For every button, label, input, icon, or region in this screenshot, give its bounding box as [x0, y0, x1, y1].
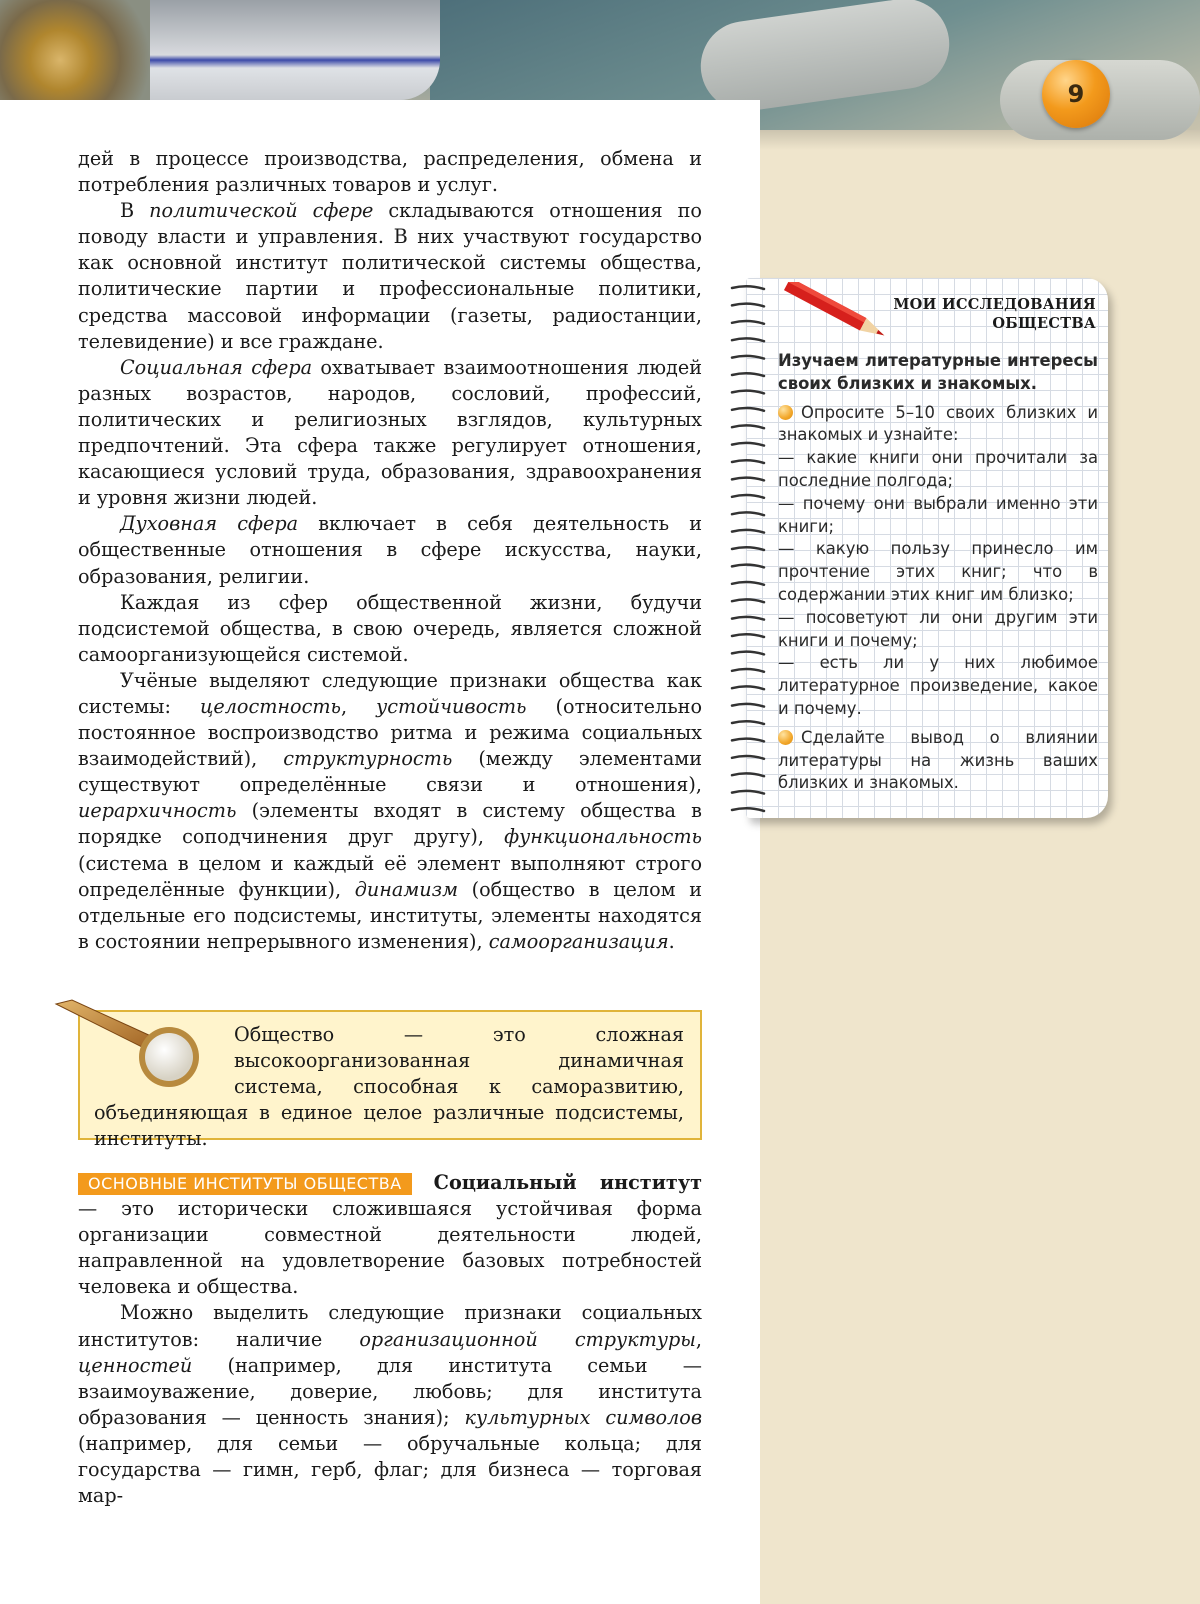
- institutions-section: [78, 1170, 702, 1509]
- notebook-spiral: [730, 282, 766, 822]
- notebook-question: — почему они выбрали именно эти книги;: [778, 493, 1098, 536]
- paragraph: В политической сфере складываются отношения по поводу власти и управления. В них участвуют государство как основной институт политической системы общества, политические партии и профессиональные политики, средства массовой информации (газеты, радиостанции, телевидение) и все граждане.: [78, 199, 702, 353]
- paragraph: Духовная сфера включает в себя деятельность и общественные отношения в сфере искусства, науки, образования, религии.: [78, 512, 703, 588]
- section-heading-tag: ОСНОВНЫЕ ИНСТИТУТЫ ОБЩЕСТВА: [78, 1173, 412, 1195]
- paragraph: Учёные выделяют следующие признаки общества как системы: целостность, устойчивость (относительно постоянное воспроизводство ритма и режима социальных взаимодействий), структурность (между элементами существуют определённые связи и отношения), иерархичность (элементы входят в систему общества в порядке соподчинения друг другу), функциональность (система в целом и каждый её элемент выполняют строго определённые функции), динамизм (общество в целом и отдельные его подсистемы, институты, элементы находятся в состоянии непрерывного изменения), самоорганизация.: [78, 668, 703, 953]
- paragraph: ОСНОВНЫЕ ИНСТИТУТЫ ОБЩЕСТВА Социальный институт — это исторически сложившаяся устойчивая форма организации совместной деятельности людей, направленной на удовлетворение базовых потребностей человека и общества.: [78, 1171, 702, 1299]
- paragraph: Можно выделить следующие признаки социальных институтов: наличие организационной структуры, ценностей (например, для института семьи — взаимоуважение, доверие, любовь; для института образования — ценность знания); культурных символов (например, для семьи — обручальные кольца; для государства — гимн, герб, флаг; для бизнеса — торговая мар-: [78, 1301, 702, 1508]
- notebook-title: МОИ ИССЛЕДОВАНИЯ ОБЩЕСТВА: [893, 296, 1096, 332]
- notebook-body: [778, 350, 1098, 795]
- notebook-question: — есть ли у них любимое литературное произведение, какое и почему.: [778, 653, 1098, 718]
- rings-photo: [0, 0, 150, 110]
- page-number-badge: 9: [1042, 60, 1110, 128]
- bullet-icon: [778, 405, 793, 420]
- paragraph: Социальная сфера охватывает взаимоотношения людей разных возрастов, народов, сословий, профессий, политических и религиозных взглядов, культурных предпочтений. Эта сфера также регулирует отношения, касающиеся условий труда, образования, здравоохранения и уровня жизни людей.: [78, 355, 702, 510]
- notebook-question: — какую пользу принесло им прочтение этих книг; что в содержании этих книг им близко;: [778, 539, 1098, 604]
- magnifier-icon: [52, 998, 212, 1098]
- definition-text: Общество — это сложная высокоорганизованная динамичная система, способная к саморазвитию, объединяющая в единое целое различные подсистемы, институты.: [94, 1023, 684, 1151]
- notebook-task: Опросите 5–10 своих близких и знакомых и узнайте:: [778, 402, 1098, 445]
- paragraph: дей в процессе производства, распределения, обмена и потребления различных товаров и услуг.: [78, 147, 702, 197]
- notebook-task: Сделайте вывод о влиянии литературы на жизнь ваших близких и знакомых.: [778, 727, 1098, 793]
- notebook-question: — какие книги они прочитали за последние полгода;: [778, 448, 1098, 490]
- notebook-lead: Изучаем литературные интересы своих близких и знакомых.: [778, 351, 1098, 393]
- bullet-icon: [778, 730, 793, 745]
- paragraph: Каждая из сфер общественной жизни, будучи подсистемой общества, в свою очередь, является сложной самоорганизующейся системой.: [78, 590, 702, 666]
- notebook-question: — посоветуют ли они другим эти книги и почему;: [778, 607, 1098, 650]
- monorail-photo: [140, 0, 440, 100]
- main-text: [78, 146, 702, 955]
